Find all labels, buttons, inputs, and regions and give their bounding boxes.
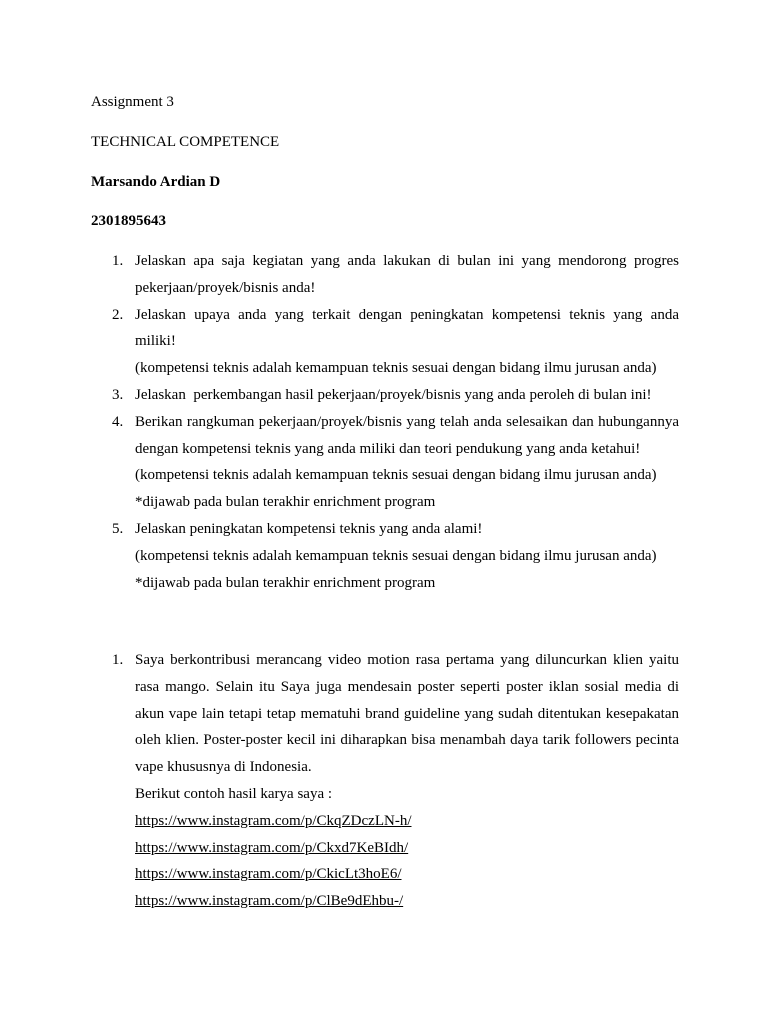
answer-item [91,647,679,915]
question-number: 3. [112,386,124,403]
assignment-label: Assignment 3 [91,94,174,110]
question-number: 1. [112,253,124,269]
subject-title: TECHNICAL COMPETENCE [91,134,280,150]
question-item [91,302,679,382]
answer-text-line: oleh klien. Poster-poster kecil ini diharapkan bisa menambah daya tarik followers pecinta [135,732,679,749]
answer-text-line: rasa mango. Selain itu Saya juga mendesain poster seperti poster iklan sosial media di [135,678,679,695]
instagram-link[interactable]: https://www.instagram.com/p/CkicLt3hoE6/ [135,866,402,883]
question-note-line: *dijawab pada bulan terakhir enrichment program [135,574,436,591]
question-text-line: Berikan rangkuman pekerjaan/proyek/bisnis yang telah anda selesaikan dan hubungannya [135,413,679,430]
question-note-line: (kompetensi teknis adalah kemampuan teknis sesuai dengan bidang ilmu jurusan anda) [135,360,657,377]
answer-text-line: akun vape lain tetapi tetap mematuhi brand guideline yang sudah ditentukan kesepakatan [135,705,679,722]
question-text-line: Jelaskan apa saja kegiatan yang anda lakukan di bulan ini yang mendorong progres [135,253,679,269]
answer-text-line: vape khususnya di Indonesia. [135,759,312,776]
question-number: 5. [112,520,124,537]
question-text-line: miliki! [135,333,176,350]
question-text-line: pekerjaan/proyek/bisnis anda! [135,279,316,296]
question-text-line: Jelaskan peningkatan kompetensi teknis yang anda alami! [135,520,483,537]
question-note-line: (kompetensi teknis adalah kemampuan teknis sesuai dengan bidang ilmu jurusan anda) [135,547,657,564]
answer-list [91,647,679,915]
question-item [91,409,679,516]
question-text-line: Jelaskan upaya anda yang terkait dengan peningkatan kompetensi teknis yang anda [135,306,679,323]
answer-text-line: Saya berkontribusi merancang video motion rasa pertama yang diluncurkan klien yaitu [135,652,679,668]
student-id: 2301895643 [91,213,166,229]
question-item [91,516,679,596]
question-list [91,248,679,596]
answer-intro: Berikut contoh hasil karya saya : [135,785,333,802]
answer-number: 1. [112,652,124,668]
question-text-line: dengan kompetensi teknis yang anda miliki dan teori pendukung yang anda ketahui! [135,440,641,457]
question-item [91,248,679,302]
question-note-line: *dijawab pada bulan terakhir enrichment program [135,494,436,511]
instagram-link[interactable]: https://www.instagram.com/p/Ckxd7KeBIdh/ [135,839,409,856]
instagram-link[interactable]: https://www.instagram.com/p/ClBe9dEhbu-/ [135,893,404,910]
question-text-line: Jelaskan perkembangan hasil pekerjaan/proyek/bisnis yang anda peroleh di bulan ini! [135,386,652,403]
question-item [91,382,679,409]
question-number: 4. [112,413,124,430]
question-number: 2. [112,306,124,323]
question-note-line: (kompetensi teknis adalah kemampuan teknis sesuai dengan bidang ilmu jurusan anda) [135,467,657,484]
student-name: Marsando Ardian D [91,174,221,190]
instagram-link[interactable]: https://www.instagram.com/p/CkqZDczLN-h/ [135,812,412,829]
